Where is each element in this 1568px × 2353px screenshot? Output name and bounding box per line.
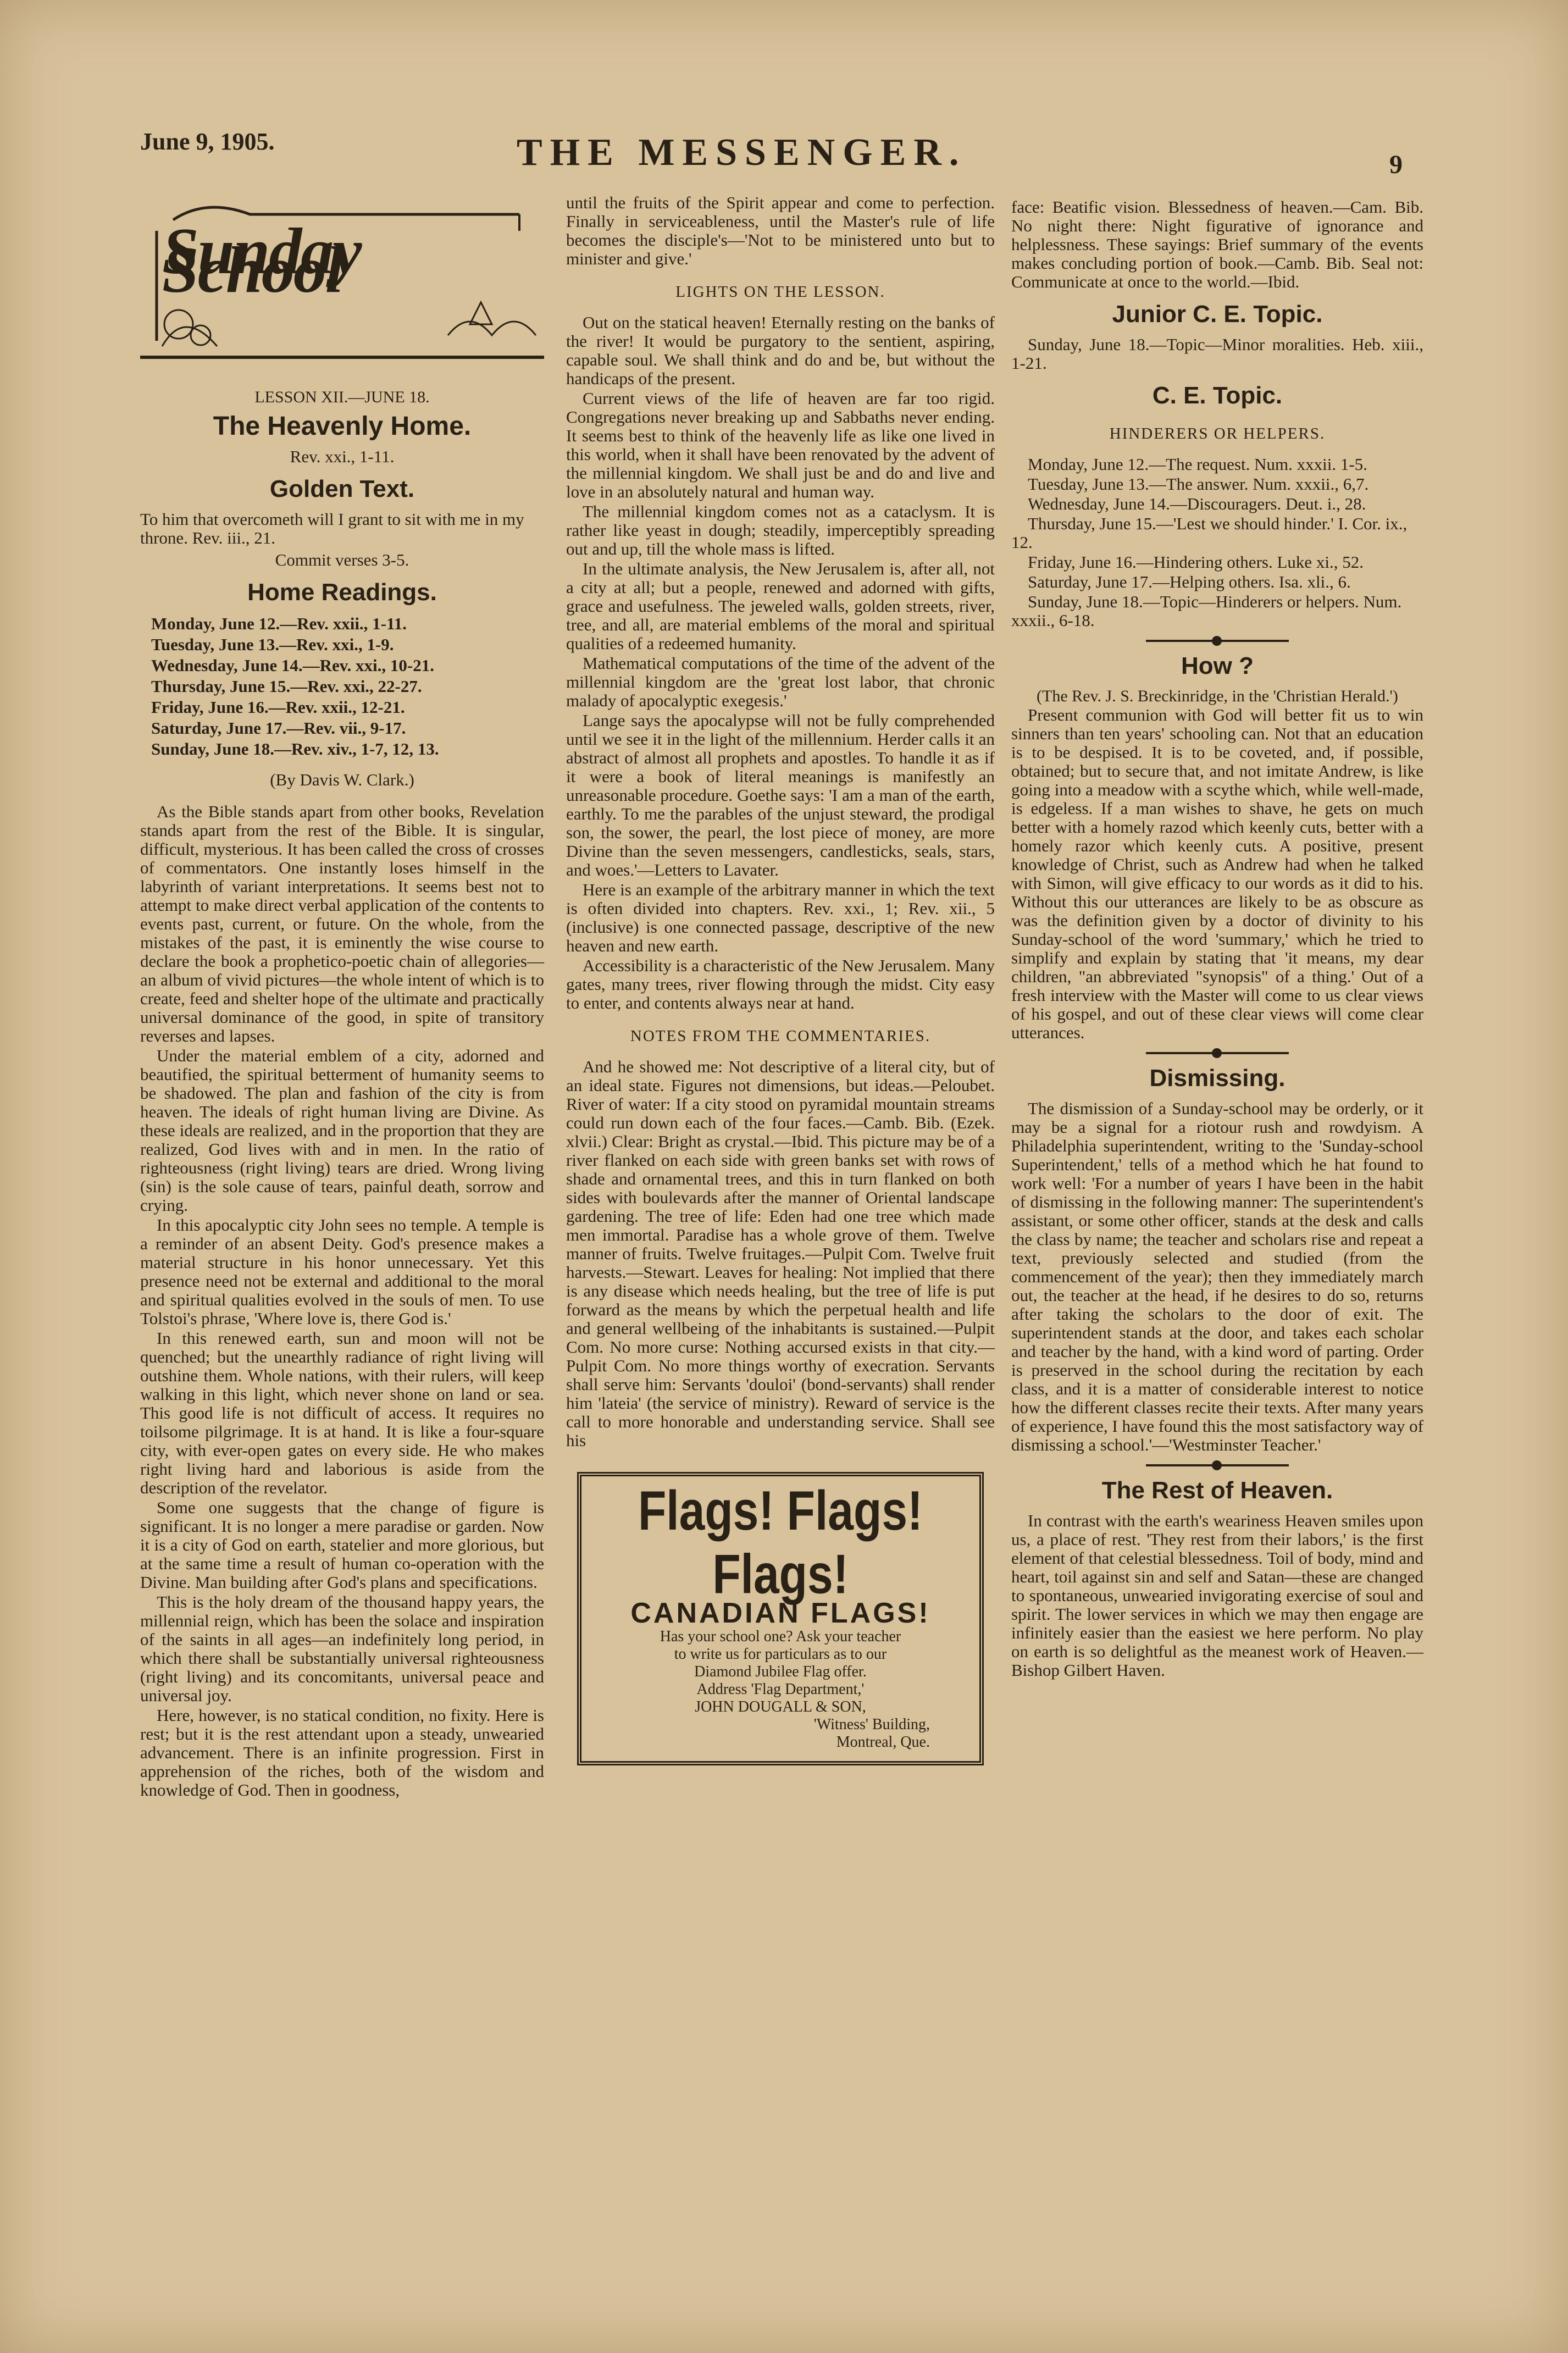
rest-of-heaven-heading: The Rest of Heaven.	[1101, 1477, 1333, 1504]
golden-text-heading: Golden Text.	[269, 475, 415, 502]
junior-ce-heading: Junior C. E. Topic.	[1112, 301, 1323, 328]
article-paragraph: Out on the statical heaven! Eternally resting on the banks of the river! It would be purgatory to the sentient, aspiring, capable soul. We shall think and do and be, but without the handicaps of the present.	[566, 313, 995, 388]
article-paragraph: The millennial kingdom comes not as a cataclysm. It is rather like yeast in dough; steadily, imperceptibly spreading out and up, till the whole mass is lifted.	[566, 502, 995, 558]
section-divider	[1146, 640, 1289, 642]
ce-topic-item: Tuesday, June 13.—The answer. Num. xxxii., 6,7.	[1028, 474, 1369, 494]
article-paragraph: Under the material emblem of a city, adorned and beautified, the spiritual betterment of humanity seems to be shadowed. The plan and fashion of the city is from heaven. The ideals of right human living are Divine. As these ideals are realized, and in the proportion that they are realized, God lives with and in men. In the ratio of righteousness (right living) tears are dried. Wrong living (sin) is the sole cause of tears, painful death, sorrow and crying.	[140, 1046, 544, 1215]
ce-topic-item: Saturday, June 17.—Helping others. Isa. xli., 6.	[1028, 572, 1351, 591]
article-paragraph: And he showed me: Not descriptive of a literal city, but of an ideal state. Figures not dimensions, but ideas.—Peloubet. River of water: If a city stood on pyramidal mountain streams could run down each of the four faces.—Camb. Bib. (Ezek. xlvii.) Clear: Bright as crystal.—Ibid. This picture may be of a river flanked on each side with green banks set with rows of shade and ornamental trees, and this in turn flanked on both sides with boulevards after the manner of Oriental landscape gardening. The tree of life: Eden had one tree which made men immortal. Paradise has a whole grove of them. Twelve manner of fruits. Twelve fruitages.—Pulpit Com. Twelve fruit harvests.—Stewart. Leaves for healing: Not implied that there is any disease which needs healing, but the tree of life is put forward as the means by which the perpetual health and life and general wellbeing of the inhabitants is sustained.—Pulpit Com. No more curse: Nothing accursed exists in that city.—Pulpit Com. No more things worthy of execration. Servants shall serve him: Servants 'douloi' (bond-servants) shall render him 'lateia' (the service of ministry). Reward of service is the call to more honorable and understanding service. Shall see his	[566, 1057, 995, 1450]
dismissing-heading: Dismissing.	[1149, 1065, 1286, 1092]
column-left	[140, 192, 544, 1801]
author-byline: (By Davis W. Clark.)	[270, 770, 414, 789]
page-number: 9	[1389, 150, 1403, 179]
home-readings-list	[151, 613, 544, 760]
reading-item: Tuesday, June 13.—Rev. xxi., 1-9.	[151, 635, 394, 654]
reading-item: Friday, June 16.—Rev. xxii., 12-21.	[151, 697, 405, 717]
commit-verses: Commit verses 3-5.	[275, 550, 409, 569]
lesson-label: LESSON XII.—JUNE 18.	[254, 388, 430, 406]
ce-topic-item: Monday, June 12.—The request. Num. xxxii. 1-5.	[1028, 455, 1367, 474]
article-paragraph: Present communion with God will better fit us to win sinners than ten years' schooling can. Not that an education is to be despised. It is to be coveted, and, if possible, obtained; but to secure that, and not imitate Andrew, is like going into a meadow with a scythe which, while well-made, is edgeless. If a man wishes to shave, he gets on much better with a homely razod which keenly cuts, better with a homely razor which keenly cuts. A positive, present knowledge of Christ, such as Andrew had when he talked with Simon, will give efficacy to our words as it did to his. Without this our utterances are likely to be as obscure as was the definition given by a doctor of divinity to his Sunday-school of the word 'summary,' which he tried to simplify and explain by stating that 'it means, my dear children, "an abbreviated "synopsis" of a thing.' Out of a fresh interview with the Master will come to us clear views of his gospel, and out of these clear views will come clear utterances.	[1011, 705, 1423, 1042]
ce-topic-item: Sunday, June 18.—Topic—Hinderers or helpers. Num. xxxii., 6-18.	[1011, 592, 1402, 630]
flags-advertisement	[577, 1472, 984, 1765]
column-middle	[566, 193, 995, 1765]
banner-title: Sunday School	[162, 214, 361, 306]
article-paragraph: In this renewed earth, sun and moon will not be quenched; but the unearthly radiance of right living will outshine them. Whole nations, with their rulers, will keep walking in this light, which never shone on land or sea. This good life is not difficult of access. It requires no toilsome pilgrimage. It is at hand. It is like a four-square city, with ever-open gates on every side. He who makes right living hard and laborious is aside from the description of the revelator.	[140, 1328, 544, 1497]
ce-topic-subheading: HINDERERS OR HELPERS.	[1109, 425, 1326, 442]
section-divider	[1146, 1464, 1289, 1466]
article-paragraph: until the fruits of the Spirit appear and come to perfection. Finally in serviceableness, until the Master's rule of life becomes the disciple's—'Not to be ministered unto but to minister and give.'	[566, 193, 995, 268]
golden-text: To him that overcometh will I grant to sit with me in my throne. Rev. iii., 21.	[140, 510, 524, 547]
ce-topic-item: Thursday, June 15.—'Lest we should hinder.' I. Cor. ix., 12.	[1011, 514, 1408, 552]
how-heading: How ?	[1181, 652, 1254, 679]
lesson-reference: Rev. xxi., 1-11.	[290, 447, 395, 466]
lights-heading: LIGHTS ON THE LESSON.	[675, 283, 885, 301]
article-paragraph: Here is an example of the arbitrary manner in which the text is often divided into chapters. Rev. xxi., 1; Rev. xii., 5 (inclusive) is one connected passage, descriptive of the new heaven and new earth.	[566, 880, 995, 955]
reading-item: Saturday, June 17.—Rev. vii., 9-17.	[151, 718, 406, 738]
ad-headline: Flags! Flags! Flags!	[638, 1480, 923, 1605]
reading-item: Thursday, June 15.—Rev. xxi., 22-27.	[151, 677, 422, 696]
article-paragraph: face: Beatific vision. Blessedness of heaven.—Cam. Bib. No night there: Night figurative of ignorance and helplessness. These sayings: Brief summary of the events makes concluding portion of book.—Camb. Bib. Seal not: Communicate at once to the world.—Ibid.	[1011, 197, 1423, 291]
article-paragraph: Accessibility is a characteristic of the New Jerusalem. Many gates, many trees, river flowing through the midst. City easy to enter, and contents always near at hand.	[566, 956, 995, 1012]
article-paragraph: This is the holy dream of the thousand happy years, the millennial reign, which has been the solace and inspiration of the saints in all ages—an indefinitely long period, in which there shall be substantially universal righteousness (right living) and its concomitants, universal peace and universal joy.	[140, 1592, 544, 1705]
ce-topic-item: Wednesday, June 14.—Discouragers. Deut. i., 28.	[1028, 494, 1366, 513]
masthead-title: THE MESSENGER.	[517, 131, 967, 174]
article-paragraph: Current views of the life of heaven are far too rigid. Congregations never breaking up and Sabbaths never ending. It seems best to think of the heavenly life as like one lived in this world, when it shall have been renovated by the advent of the millennial kingdom. We shall just be and do and live and love in an absolutely natural and human way.	[566, 389, 995, 501]
article-paragraph: The dismission of a Sunday-school may be orderly, or it may be a signal for a riotour rush and rowdyism. A Philadelphia superintendent, writing to the 'Sunday-school Superintendent,' tells of a method which he hat found to work well: 'For a number of years I have been in the habit of dismissing in the following manner: The superintendent's assistant, or some other officer, stands at the desk and calls the class by name; the teacher and scholars rise and repeat a text, previously selected and studied (from the commencement of the year); then they immediately march out, the teacher at the head, if he desires to do so, returns after taking the scholars to the door of exit. The superintendent stands at the door, and takes each scholar and teacher by the hand, with a kind word of parting. Order is preserved in the school during the recitation by each class, and it is a matter of considerable interest to notice how the different classes recite their texts. After many years of experience, I have found this the most satisfactory way of dismissing a school.'—'Westminster Teacher.'	[1011, 1099, 1423, 1454]
junior-ce-text: Sunday, June 18.—Topic—Minor moralities. Heb. xiii., 1-21.	[1011, 335, 1423, 373]
article-paragraph: Some one suggests that the change of figure is significant. It is no longer a mere paradise or garden. Now it is a city of God on earth, statelier and more glorious, but at the same time a result of human co-operation with the Divine. Man building after God's plans and specifications.	[140, 1498, 544, 1592]
ad-line: 'Witness' Building,	[813, 1716, 930, 1733]
ad-subheadline: CANADIAN FLAGS!	[630, 1597, 930, 1629]
how-byline: (The Rev. J. S. Breckinridge, in the 'Christian Herald.')	[1037, 687, 1398, 705]
ce-topic-item: Friday, June 16.—Hindering others. Luke xi., 52.	[1028, 552, 1364, 572]
article-paragraph: Mathematical computations of the time of the advent of the millennial kingdom are the 'great lost labor, that chronic malady of apocalyptic exegesis.'	[566, 654, 995, 710]
ad-line: Montreal, Que.	[836, 1734, 930, 1751]
issue-date: June 9, 1905.	[140, 128, 275, 155]
ad-body	[592, 1628, 968, 1751]
ad-line: Diamond Jubilee Flag offer.	[694, 1663, 867, 1680]
article-paragraph: In this apocalyptic city John sees no temple. A temple is a reminder of an absent Deity. God's presence makes a material structure in his honor unnecessary. Yet this presence need not be external and additional to the moral and spiritual qualities evolved in the souls of men. To use Tolstoi's phrase, 'Where love is, there God is.'	[140, 1215, 544, 1328]
article-paragraph: In contrast with the earth's weariness Heaven smiles upon us, a place of rest. 'They rest from their labors,' is the first element of that celestial blessedness. Toil of body, mind and heart, toil against sin and self and Satan—these are changed to spontaneous, unwearied invigorating exercise of soul and spirit. The lower services in which we may then engage are infinitely easier than the easiest we here perform. No play on earth is so delightful as the meanest work of Heaven.—Bishop Gilbert Haven.	[1011, 1511, 1423, 1680]
ad-line: Has your school one? Ask your teacher	[660, 1628, 901, 1645]
article-paragraph: Lange says the apocalypse will not be fully comprehended until we see it in the light of the millennium. Herder calls it an abstract of almost all prophets and apostles. To handle it as if it were a book of literal meanings is manifestly an unreasonable procedure. Goethe says: 'I am a man of the earth, earthly. To me the parables of the unjust steward, the prodigal son, the sower, the pearl, the lost piece of money, are more Divine than the seven messengers, candlesticks, seals, stars, and woes.'—Letters to Lavater.	[566, 711, 995, 879]
sunday-school-banner	[140, 192, 544, 374]
section-divider	[1146, 1052, 1289, 1054]
notes-heading: NOTES FROM THE COMMENTARIES.	[630, 1027, 931, 1045]
ad-line: JOHN DOUGALL & SON,	[695, 1698, 866, 1715]
reading-item: Monday, June 12.—Rev. xxii., 1-11.	[151, 614, 407, 633]
article-paragraph: In the ultimate analysis, the New Jerusalem is, after all, not a city at all; but a people, renewed and adorned with gifts, grace and usefulness. The jeweled walls, golden streets, river, tree, and all, are material emblems of the moral and spiritual qualities of a redeemed humanity.	[566, 559, 995, 653]
ad-line: Address 'Flag Department,'	[696, 1681, 865, 1698]
lesson-title: The Heavenly Home.	[213, 412, 472, 441]
article-paragraph: As the Bible stands apart from other books, Revelation stands apart from the rest of the Bible. It is singular, difficult, mysterious. It has been called the cross of crosses of commentators. One instantly loses himself in the labyrinth of variant interpretations. It seems best not to attempt to make direct verbal application of the contents to events past, current, or future. On the whole, from the mistakes of the past, it is eminently the wise course to declare the book a prophetico-poetic chain of allegories—an album of vivid pictures—the whole intent of which is to create, feed and shelter hope of the ultimate and practically universal dominance of the good, in spite of transitory reverses and lapses.	[140, 802, 544, 1045]
column-right	[1011, 198, 1423, 1681]
reading-item: Sunday, June 18.—Rev. xiv., 1-7, 12, 13.	[151, 739, 439, 759]
ce-topic-heading: C. E. Topic.	[1152, 382, 1283, 409]
home-readings-heading: Home Readings.	[247, 579, 437, 606]
ad-line: to write us for particulars as to our	[674, 1646, 887, 1663]
reading-item: Wednesday, June 14.—Rev. xxi., 10-21.	[151, 656, 434, 675]
article-paragraph: Here, however, is no statical condition, no fixity. Here is rest; but it is the rest attendant upon a steady, unwearied advancement. There is an infinite progression. First in apprehension of the riches, both of the wisdom and knowledge of God. Then in goodness,	[140, 1706, 544, 1800]
